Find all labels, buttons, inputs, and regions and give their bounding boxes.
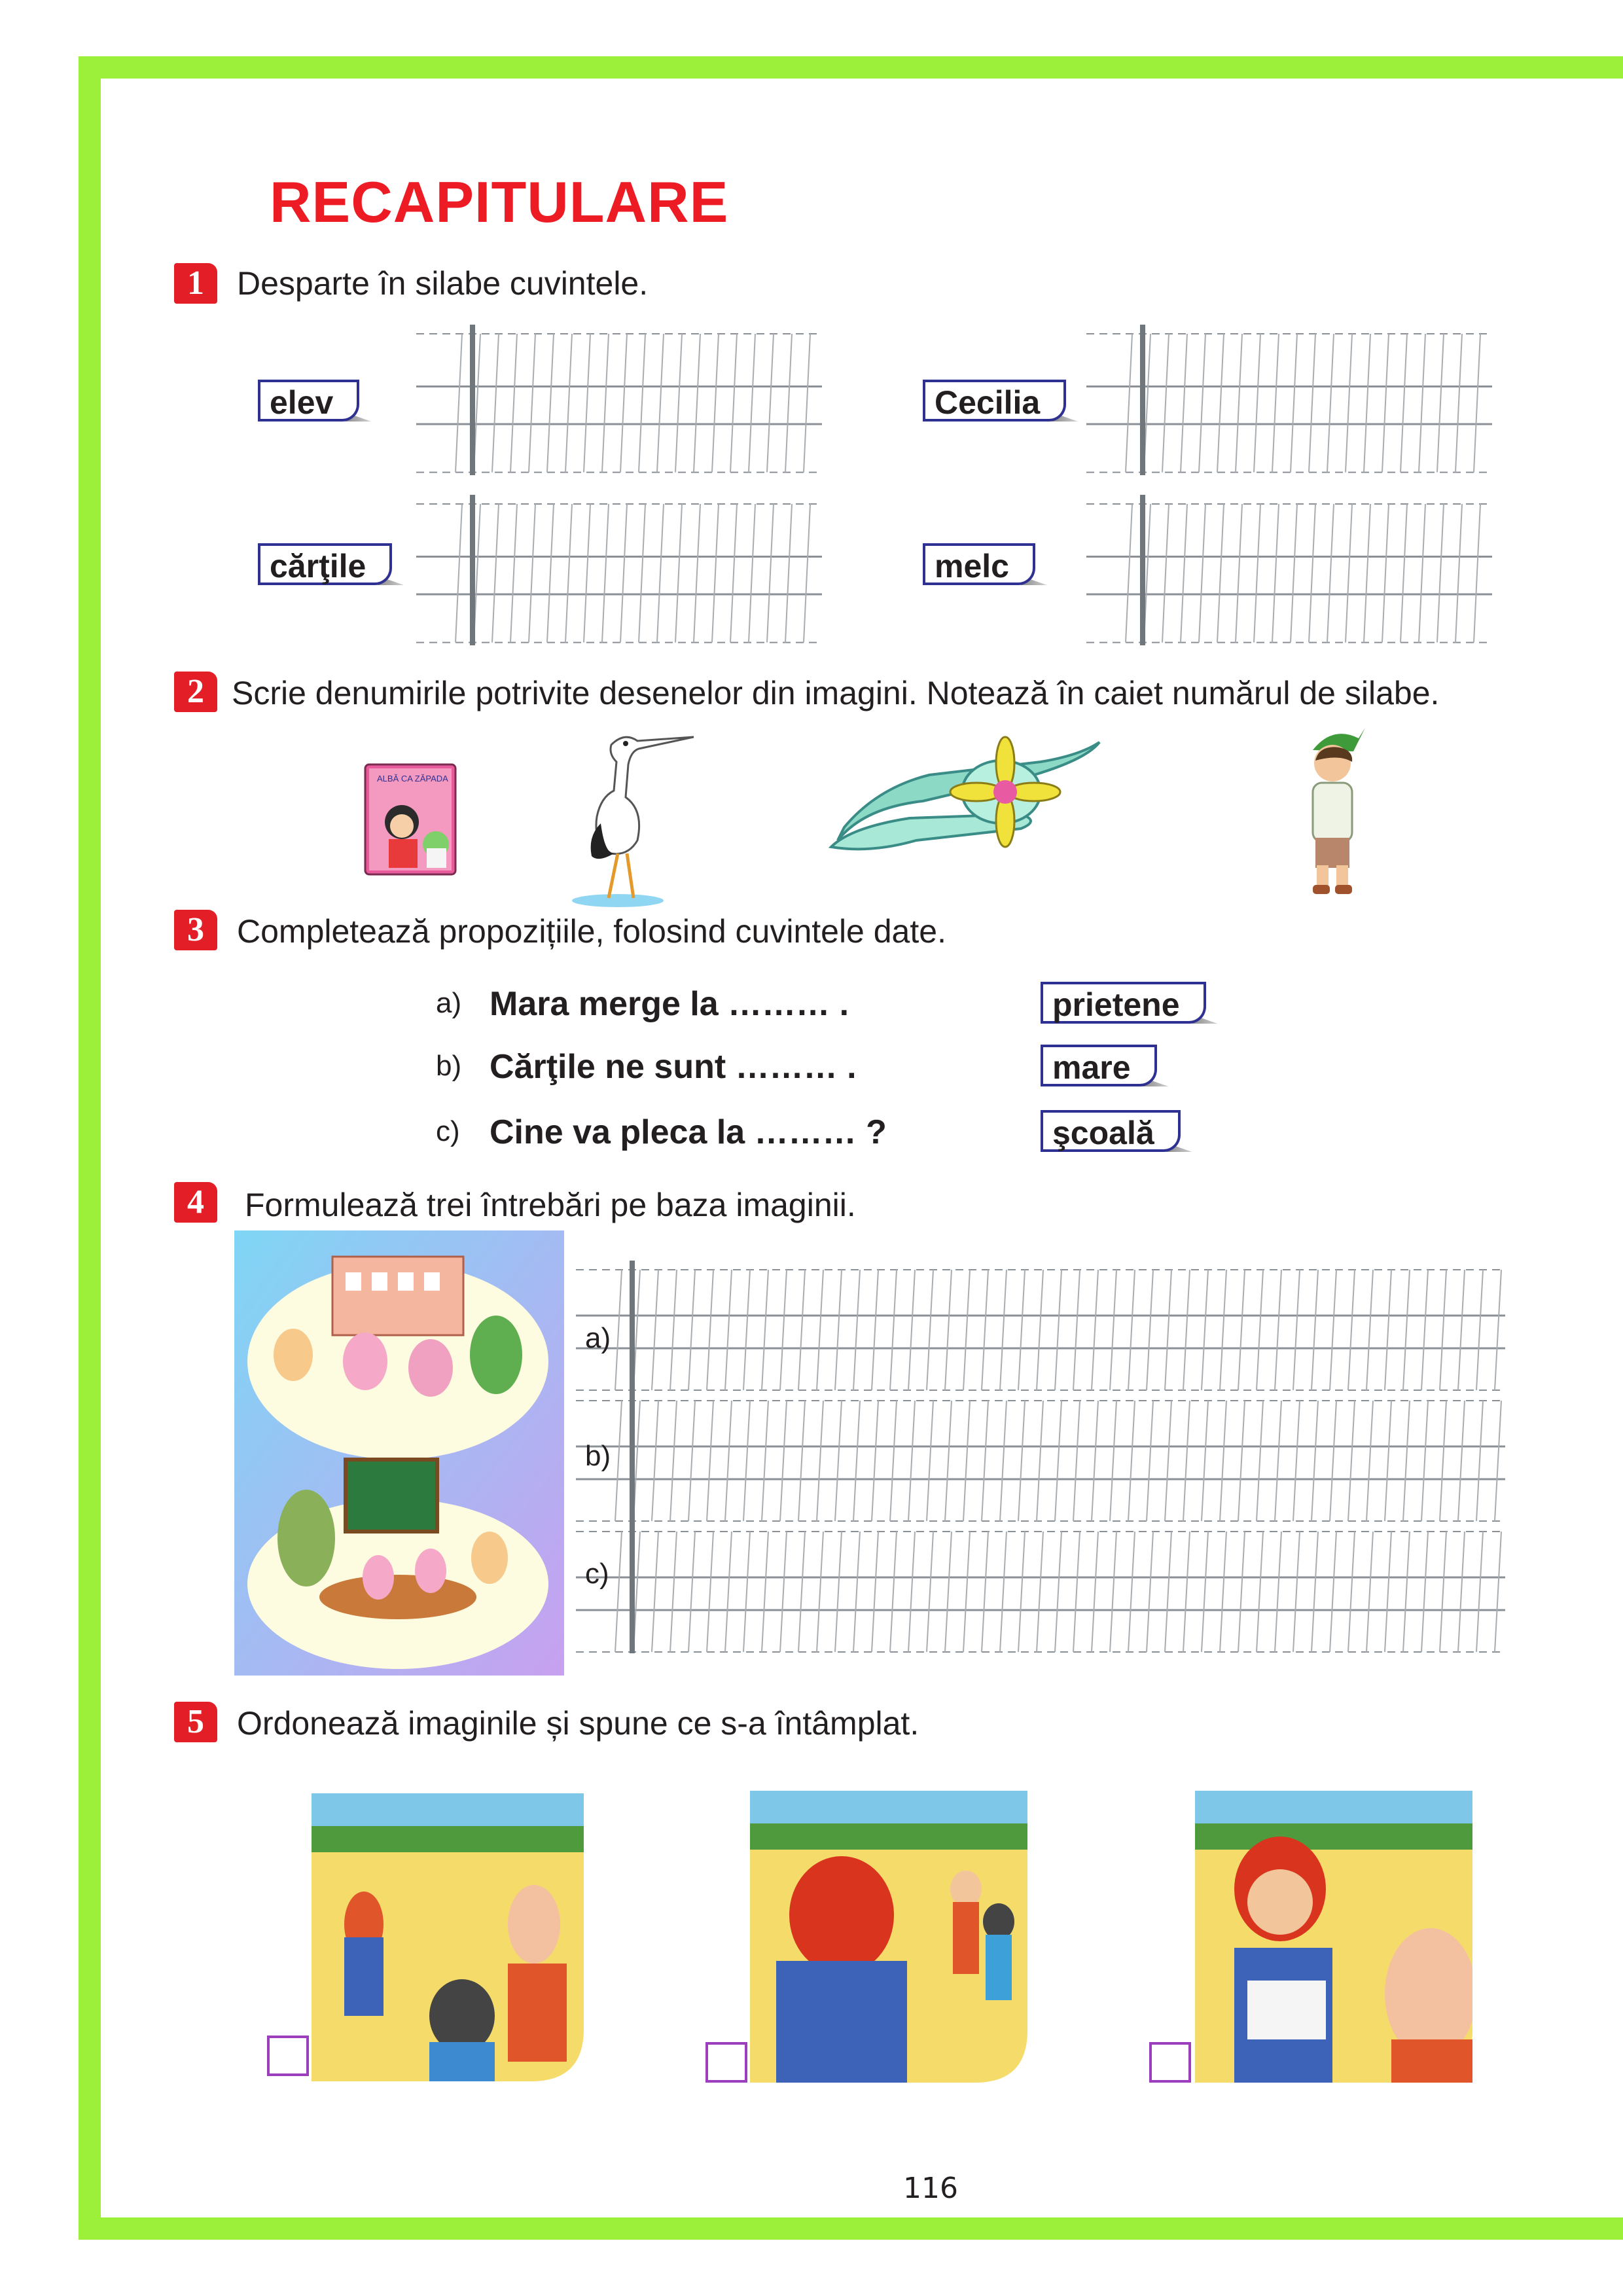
line-pattern: [576, 1261, 1505, 1653]
exercise-4-badge: 4: [174, 1182, 217, 1223]
item-c-sentence: Cine va pleca la ……… ?: [490, 1113, 887, 1151]
story-image-2: [750, 1791, 1027, 2083]
exercise-1-badge: 1: [174, 263, 217, 304]
story-image-1: [312, 1793, 584, 2081]
story-image-3: [1195, 1791, 1472, 2083]
question-b-label: b): [585, 1440, 611, 1472]
question-a-label: a): [585, 1322, 611, 1354]
exercise-3-badge: 3: [174, 910, 217, 950]
page-frame-left: [79, 56, 101, 2238]
item-b-sentence: Cărţile ne sunt ……… .: [490, 1048, 857, 1086]
exercise-1-instruction: Desparte în silabe cuvintele.: [237, 265, 649, 302]
order-checkbox-2[interactable]: [705, 2042, 747, 2083]
book-illustration: [363, 759, 461, 877]
exercise-5-badge: 5: [174, 1702, 217, 1742]
airplane-illustration: [825, 729, 1106, 873]
classroom-illustration: [234, 1230, 564, 1676]
word-cartile: cărţile: [258, 543, 375, 585]
book-title: ALBĂ CA ZĂPADA: [377, 774, 448, 783]
question-c-label: c): [585, 1558, 609, 1590]
boy-illustration: [1293, 725, 1372, 897]
exercise-2-instruction: Scrie denumirile potrivite desenelor din imagini. Notează în caiet numărul de silabe.: [232, 675, 1440, 711]
exercise-2-badge: 2: [174, 672, 217, 712]
word-option-mare[interactable]: mare: [1041, 1045, 1140, 1086]
word-option-prietene[interactable]: prietene: [1041, 982, 1189, 1024]
line-pattern: [1086, 325, 1492, 475]
stork-illustration: [565, 725, 696, 910]
item-c-letter: c): [436, 1115, 460, 1147]
writing-lines-elev[interactable]: [416, 325, 822, 475]
item-a-letter: a): [436, 987, 462, 1019]
word-elev: elev: [258, 380, 342, 422]
word-cecilia: Cecilia: [923, 380, 1049, 422]
exercise-5-instruction: Ordonează imaginile și spune ce s-a întâmplat.: [237, 1705, 919, 1742]
page-frame-bottom: [79, 2217, 1623, 2240]
order-checkbox-3[interactable]: [1149, 2042, 1191, 2083]
writing-lines-cartile[interactable]: [416, 495, 822, 645]
writing-lines-cecilia[interactable]: [1086, 325, 1492, 475]
line-pattern: [416, 325, 822, 475]
line-pattern: [416, 495, 822, 645]
exercise-4-instruction: Formulează trei întrebări pe baza imaginii.: [245, 1187, 856, 1223]
page-number: 116: [903, 2172, 958, 2205]
item-a-sentence: Mara merge la ……… .: [490, 985, 849, 1023]
word-option-scoala[interactable]: şcoală: [1041, 1110, 1164, 1152]
item-b-letter: b): [436, 1050, 462, 1082]
writing-lines-melc[interactable]: [1086, 495, 1492, 645]
page-title: RECAPITULARE: [270, 170, 729, 234]
word-melc: melc: [923, 543, 1018, 585]
exercise-3-instruction: Completează propozițiile, folosind cuvintele date.: [237, 913, 946, 950]
order-checkbox-1[interactable]: [267, 2036, 309, 2076]
page-frame-top: [79, 56, 1623, 79]
question-writing-lines[interactable]: [576, 1261, 1505, 1653]
line-pattern: [1086, 495, 1492, 645]
